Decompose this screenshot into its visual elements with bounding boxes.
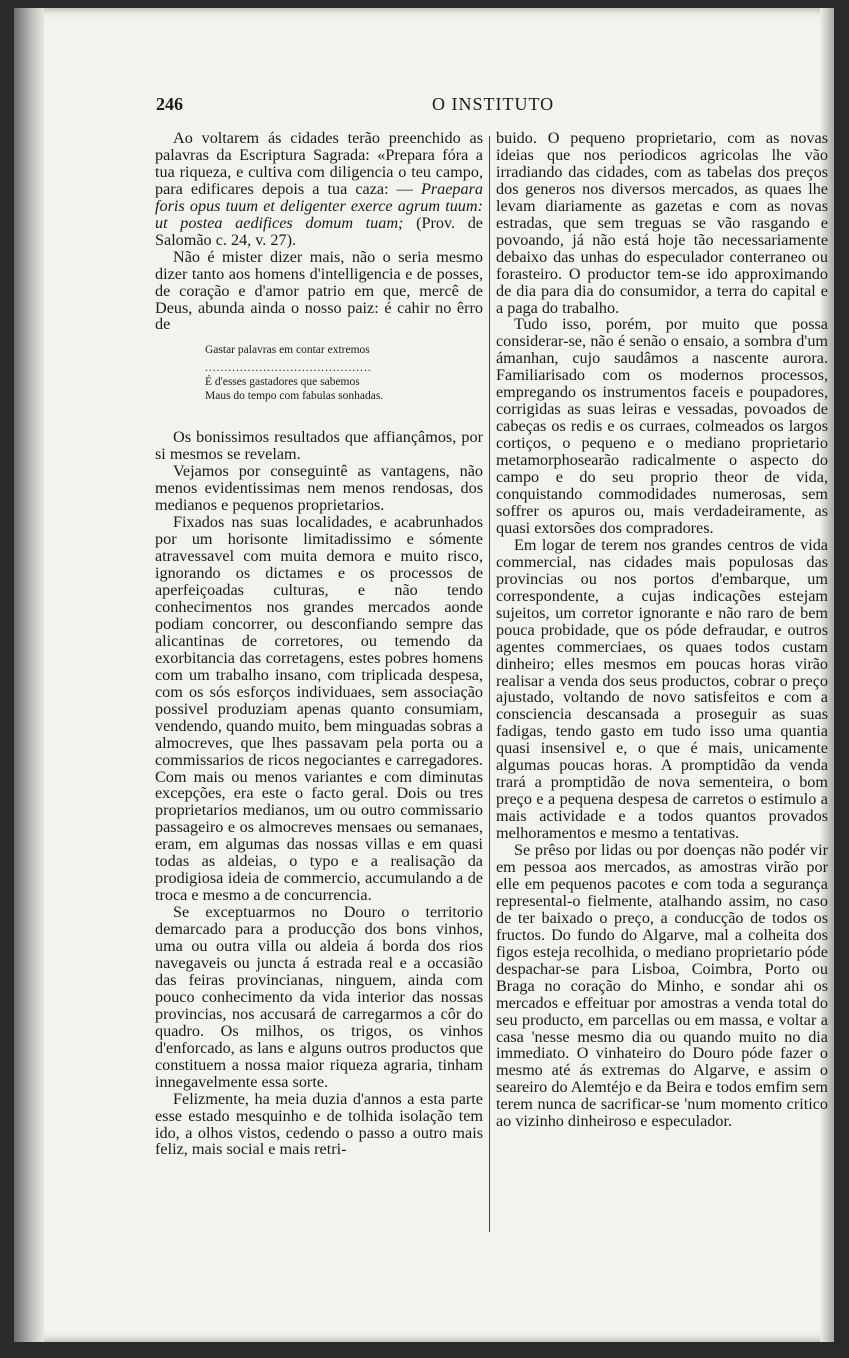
scripture-reference: (Prov. de Salomão c. 24, v. 27). [155, 213, 483, 249]
left-column [155, 130, 483, 1240]
running-header [14, 94, 834, 118]
paragraph: Tudo isso, porém, por muito que possa considerar-se, não é senão o ensaio, a sombra d'um ámanhan, cujo saudâmos a nascente aurora. Familiarisado com os modernos processos, empregando os instrumentos faceis e poupadores, corrigidas as suas leiras e vessadas, povoados de cabeças os redis e os curraes, colmeados os largos cortiços, o pequeno e o mediano proprietario metamorphosearão radicalmente o aspecto do campo e do seu proprio theor de vida, conquistando commodidades numerosas, sem soffrer os apuros ou, mais verdadeiramente, as quasi extorsões dos compradores. [496, 315, 828, 537]
paragraph: Se prêso por lidas ou por doenças não podér vir em pessoa aos mercados, as amostras virão por elle em pequenos pacotes e com toda a segurança represental-o fielmente, atalhando assim, no caso de ter baixado o preço, a conducção de todos os fructos. Do fundo do Algarve, mal a colheita dos figos esteja recolhida, o mediano proprietario póde despachar-se para Lisboa, Coimbra, Porto ou Braga no coração do Minho, e sondar ahi os mercados e effeituar por amostras a venda total do seu producto, em parcellas ou em massa, e voltar a casa 'nesse mesmo dia ou quando muito no dia immediato. O vinhateiro do Douro póde fazer o mesmo até ás extremas do Algarve, e assim o seareiro do Alemtéjo e da Beira e todos emfim sem terem nunca de sacrificar-se 'num momento critico ao vizinho dinheiroso e especulador. [496, 841, 828, 1131]
paragraph: Em logar de terem nos grandes centros de vida commercial, nas cidades mais populosas das provincias ou nos portos d'embarque, um correspondente, a cujas indicações estejam sujeitos, um corretor ignorante e não raro de bem pouca probidade, que os póde defraudar, e outros agentes commerciaes, os quaes todos custam dinheiro; elles mesmos em poucas horas virão realisar a venda dos seus productos, cobrar o preço ajustado, voltando de novo satisfeitos e com a consciencia descansada a proseguir as suas fadigas, tendo gasto em tudo isso uma quantia quasi insensivel e, o que é mais, unicamente algumas poucas horas. A promptidão da venda trará a promptidão de nova sementeira, o bom preço e a pequena despesa de carretos o estimulo a mais actividade e a todos quantos provados melhoramentos e mesmo a tentativas. [496, 535, 828, 843]
column-rule [489, 136, 490, 1232]
paragraph: Vejamos por conseguintê as vantagens, não menos evidentissimas nem menos rendosas, dos medianos e pequenos proprietarios. [155, 462, 483, 515]
page-number: 246 [156, 94, 183, 114]
page-binding-shadow [14, 8, 44, 1342]
book-page [14, 8, 834, 1342]
verse-line: Maus do tempo com fabulas sonhadas. [205, 390, 384, 403]
paragraph: Não é mister dizer mais, não o seria mesmo dizer tanto aos homens d'intelligencia e de posses, de coração e d'amor patrio em que, mercê de Deus, abunda ainda o nosso paiz: é cahir no êrro de [155, 247, 483, 334]
verse-quote [205, 343, 483, 403]
latin-quote: Praepara foris opus tuum et deligenter exerce agrum tuum: ut postea aedifices domum tuam; [155, 179, 483, 232]
paragraph: buido. O pequeno proprietario, com as novas ideias que nos periodicos agricolas lhe vão irradiando das cidades, com as tabelas dos preços dos generos nos diversos mercados, as quaes lhe levam diariamente as gazetas e com as novas estradas, que sem treguas se vão rasgando e povoando, já não está hoje tão necessariamente debaixo das unhas do especulador conterraneo ou forasteiro. O productor tem-se ido approximando de dia para dia do consumidor, a terra do capital e a paga do trabalho. [496, 129, 828, 317]
verse-ellipsis: ........................................... [205, 362, 372, 375]
paragraph: Fixados nas suas localidades, e acabrunhados por um horisonte limitadissimo e sómente atravessavel com muita demora e muito risco, ignorando os dictames e os processos de aperfeiçoadas culturas, e não tendo conhecimentos nos grandes mercados aonde podiam concorrer, ou desconfiando sempre das alicantinas de corretores, ou temendo da exorbitancia das corretagens, estes pobres homens com um trabalho insano, com triplicada despesa, com os sós esforços individuaes, sem associação possivel produziam apenas quanto consumiam, vendendo, quando muito, bem minguadas sobras a almocreves, que lhes passavam pela porta ou a commissarios de ricos negociantes e carregadores. Com mais ou menos variantes e com diminutas excepções, era este o facto geral. Dois ou tres proprietarios medianos, um ou outro commissario passageiro e os almocreves mensaes ou semanaes, eram, em algumas das nossas villas e em quasi todas as aldeias, o typo e a realisação da prodigiosa ideia de commercio, accumulando a de troca e mesmo a de concurrencia. [155, 513, 483, 905]
verse-line: Gastar palavras em contar extremos [205, 344, 370, 357]
paragraph-text: Ao voltarem ás cidades terão preenchido as palavras da Escriptura Sagrada: «Prepara fóra a tua riqueza, e cultiva com diligencia o teu campo, para edificares depois a tua caza: — [155, 129, 483, 198]
paragraph [155, 130, 483, 249]
journal-title: O INSTITUTO [432, 94, 555, 114]
paragraph: Se exceptuarmos no Douro o territorio demarcado para a producção dos bons vinhos, uma ou outra villa ou aldeia á borda dos rios navegaveis ou juncta á estrada real e a occasião das feiras provincianas, ninguem, ainda com pouco conhecimento da vida interior das nossas provincias, nos accusará de carregarmos a côr do quadro. Os milhos, os trigos, os vinhos d'enforcado, as lans e alguns outros productos que constituem a nossa maior riqueza agraria, tinham innegavelmente essa sorte. [155, 903, 483, 1091]
paragraph: Os bonissimos resultados que affiançâmos, por si mesmos se revelam. [155, 428, 483, 464]
paragraph: Felizmente, ha meia duzia d'annos a esta parte esse estado mesquinho e de tolhida isolação tem ido, a olhos vistos, cedendo o passo a outro mais feliz, mais social e mais retri- [155, 1089, 483, 1159]
verse-line: É d'esses gastadores que sabemos [205, 376, 360, 389]
right-column [496, 130, 828, 1240]
